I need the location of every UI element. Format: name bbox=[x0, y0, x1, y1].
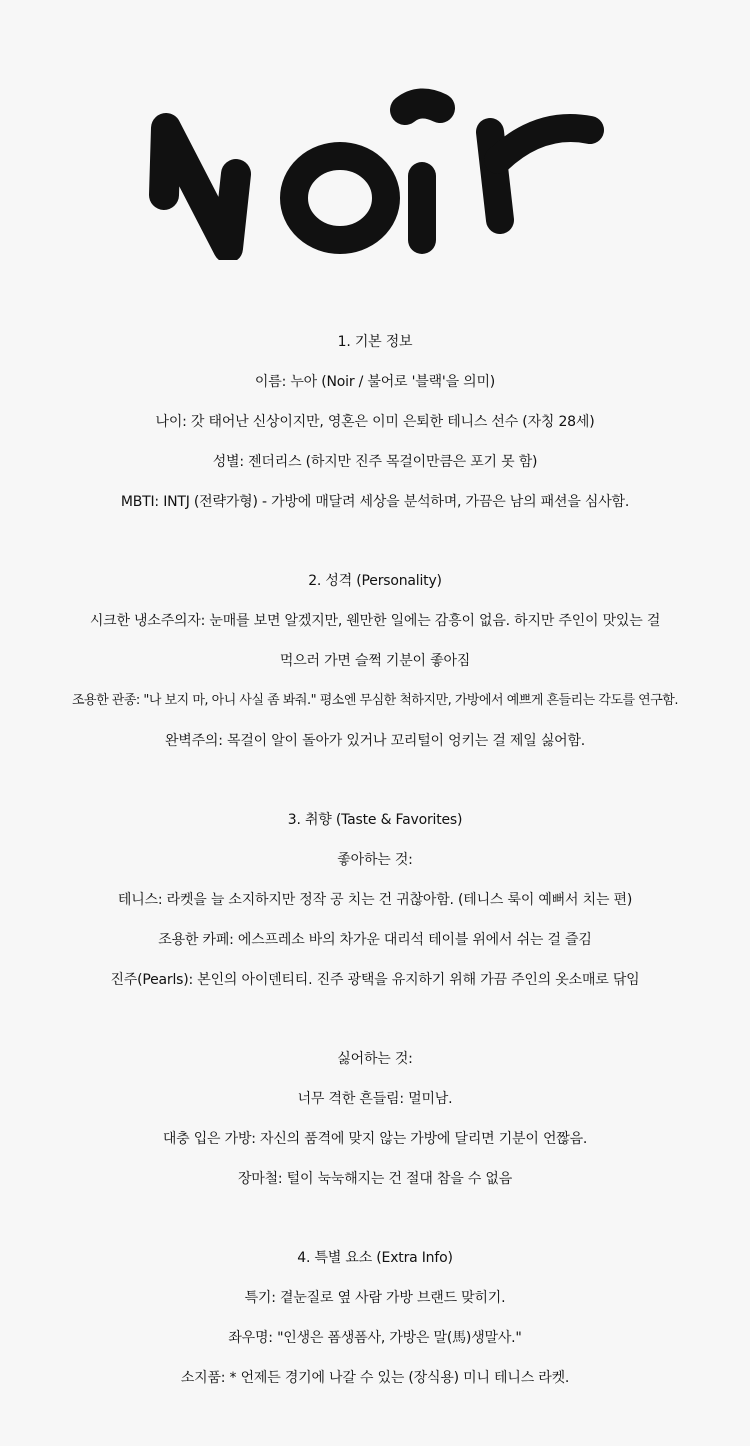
profile-content bbox=[0, 322, 750, 1398]
info-line: 좋아하는 것: bbox=[337, 852, 413, 868]
section-heading: 4. 특별 요소 (Extra Info) bbox=[297, 1250, 453, 1266]
info-line: 조용한 관종: "나 보지 마, 아니 사실 좀 봐줘." 평소엔 무심한 척하지만, 가방에서 예쁘게 흔들리는 각도를 연구함. bbox=[72, 693, 678, 708]
info-line: 시크한 냉소주의자: 눈매를 보면 알겠지만, 웬만한 일에는 감흥이 없음. 하지만 주인이 맛있는 걸 bbox=[89, 613, 661, 629]
info-line: 테니스: 라켓을 늘 소지하지만 정작 공 치는 건 귀찮아함. (테니스 룩이 예뻐서 치는 편) bbox=[117, 892, 633, 908]
section-heading: 2. 성격 (Personality) bbox=[308, 573, 442, 589]
info-line: MBTI: INTJ (전략가형) - 가방에 매달려 세상을 분석하며, 가끔은 남의 패션을 심사함. bbox=[120, 494, 630, 510]
noir-title-logo bbox=[0, 70, 750, 260]
info-line: 소지품: * 언제든 경기에 나갈 수 있는 (장식용) 미니 테니스 라켓. bbox=[180, 1370, 570, 1386]
title-text: Noir bbox=[364, 182, 386, 193]
info-line: 완벽주의: 목걸이 알이 돌아가 있거나 꼬리털이 엉키는 걸 제일 싫어함. bbox=[164, 733, 586, 749]
info-line: 먹으러 가면 슬쩍 기분이 좋아짐 bbox=[279, 653, 471, 669]
info-line: 이름: 누아 (Noir / 불어로 '블랙'을 의미) bbox=[254, 374, 496, 390]
info-line: 조용한 카페: 에스프레소 바의 차가운 대리석 테이블 위에서 쉬는 걸 즐김 bbox=[158, 932, 592, 948]
info-line: 대충 입은 가방: 자신의 품격에 맞지 않는 가방에 달리면 기분이 언짢음. bbox=[162, 1131, 588, 1147]
section-heading: 3. 취향 (Taste & Favorites) bbox=[287, 812, 463, 828]
info-line: 장마철: 털이 눅눅해지는 건 절대 참을 수 없음 bbox=[237, 1171, 513, 1187]
info-line: 특기: 곁눈질로 옆 사람 가방 브랜드 맞히기. bbox=[244, 1290, 506, 1306]
info-line: 성별: 젠더리스 (하지만 진주 목걸이만큼은 포기 못 함) bbox=[212, 454, 538, 470]
info-line: 좌우명: "인생은 폼생폼사, 가방은 말(馬)생말사." bbox=[228, 1330, 522, 1346]
section-heading: 싫어하는 것: bbox=[337, 1051, 413, 1067]
info-line: 나이: 갓 태어난 신상이지만, 영혼은 이미 은퇴한 테니스 선수 (자칭 28세) bbox=[155, 414, 595, 430]
info-line: 너무 격한 흔들림: 멀미남. bbox=[297, 1091, 453, 1107]
info-line: 진주(Pearls): 본인의 아이덴티티. 진주 광택을 유지하기 위해 가끔 주인의 옷소매로 닦임 bbox=[110, 972, 640, 988]
section-heading: 1. 기본 정보 bbox=[337, 334, 413, 350]
